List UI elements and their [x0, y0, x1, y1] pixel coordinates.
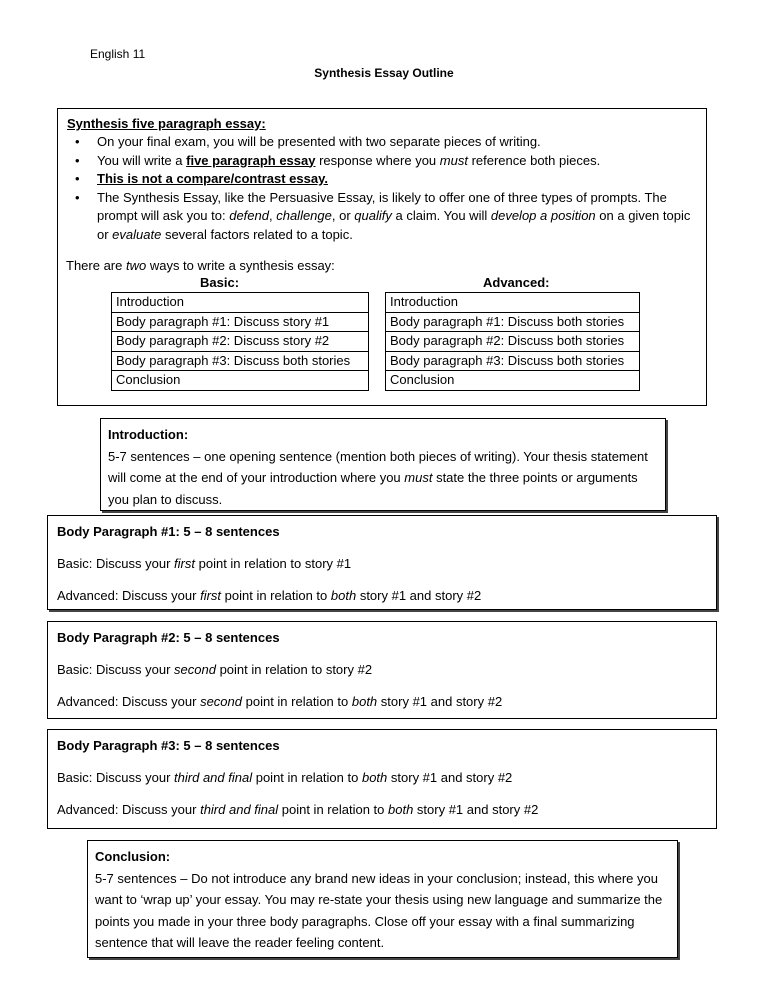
table-cell: Body paragraph #1: Discuss story #1 — [112, 312, 369, 332]
table-cell: Body paragraph #1: Discuss both stories — [386, 312, 640, 332]
table-cell: Body paragraph #2: Discuss both stories — [386, 332, 640, 352]
body-paragraph-3-heading: Body Paragraph #3: 5 – 8 sentences — [57, 738, 280, 753]
bullet-item: • On your final exam, you will be presented with two separate pieces of writing. — [97, 133, 697, 152]
body-paragraph-2-heading: Body Paragraph #2: 5 – 8 sentences — [57, 630, 280, 645]
body-paragraph-3-box — [47, 729, 717, 829]
overview-bullets — [67, 133, 697, 244]
table-cell: Introduction — [112, 293, 369, 313]
table-cell: Body paragraph #3: Discuss both stories — [386, 351, 640, 371]
overview-heading: Synthesis five paragraph essay: — [67, 116, 266, 131]
basic-heading: Basic: — [200, 275, 240, 290]
advanced-outline-table — [385, 292, 640, 391]
conclusion-text: 5-7 sentences – Do not introduce any brand new ideas in your conclusion; instead, this where you want to ‘wrap up’ your essay. You may re-state your thesis using new language and summarize the points you made in your three body paragraphs. Close off your essay with a final summarizing sentence that will leave the reader feeling content. — [95, 870, 663, 950]
bullet-item: • You will write a five paragraph essay response where you must reference both pieces. — [97, 152, 697, 171]
body-paragraph-1-advanced: Advanced: Discuss your first point in relation to both story #1 and story #2 — [57, 588, 482, 603]
conclusion-box — [87, 840, 678, 958]
advanced-heading: Advanced: — [483, 275, 550, 290]
body-paragraph-1-box — [47, 515, 717, 610]
table-cell: Body paragraph #2: Discuss story #2 — [112, 332, 369, 352]
basic-outline-table — [111, 292, 369, 391]
bullet-item: • The Synthesis Essay, like the Persuasive Essay, is likely to offer one of three types of prompts. The prompt will ask you to: defend, challenge, or qualify a claim. You will develop a position on a given topic or evaluate several factors related to a topic. — [97, 189, 697, 245]
introduction-heading: Introduction: — [108, 427, 189, 442]
body-paragraph-2-advanced: Advanced: Discuss your second point in relation to both story #1 and story #2 — [57, 694, 503, 709]
document-title: Synthesis Essay Outline — [314, 66, 454, 80]
body-paragraph-3-basic: Basic: Discuss your third and final point in relation to both story #1 and story #2 — [57, 770, 513, 785]
body-paragraph-2-basic: Basic: Discuss your second point in relation to story #2 — [57, 662, 373, 677]
table-cell: Introduction — [386, 293, 640, 313]
body-paragraph-3-advanced: Advanced: Discuss your third and final point in relation to both story #1 and story #2 — [57, 802, 539, 817]
body-paragraph-2-box — [47, 621, 717, 719]
table-cell: Conclusion — [386, 371, 640, 391]
body-paragraph-1-heading: Body Paragraph #1: 5 – 8 sentences — [57, 524, 280, 539]
table-cell: Conclusion — [112, 371, 369, 391]
table-cell: Body paragraph #3: Discuss both stories — [112, 351, 369, 371]
two-ways-text: There are two ways to write a synthesis essay: — [66, 258, 335, 273]
conclusion-heading: Conclusion: — [95, 849, 171, 864]
body-paragraph-1-basic: Basic: Discuss your first point in relation to story #1 — [57, 556, 352, 571]
bullet-item: • This is not a compare/contrast essay. — [97, 170, 697, 189]
course-label: English 11 — [90, 47, 146, 61]
introduction-text: 5-7 sentences – one opening sentence (mention both pieces of writing). Your thesis statement will come at the end of your introduction where you must state the three points or arguments you plan to discuss. — [108, 448, 648, 507]
introduction-box — [100, 418, 666, 511]
